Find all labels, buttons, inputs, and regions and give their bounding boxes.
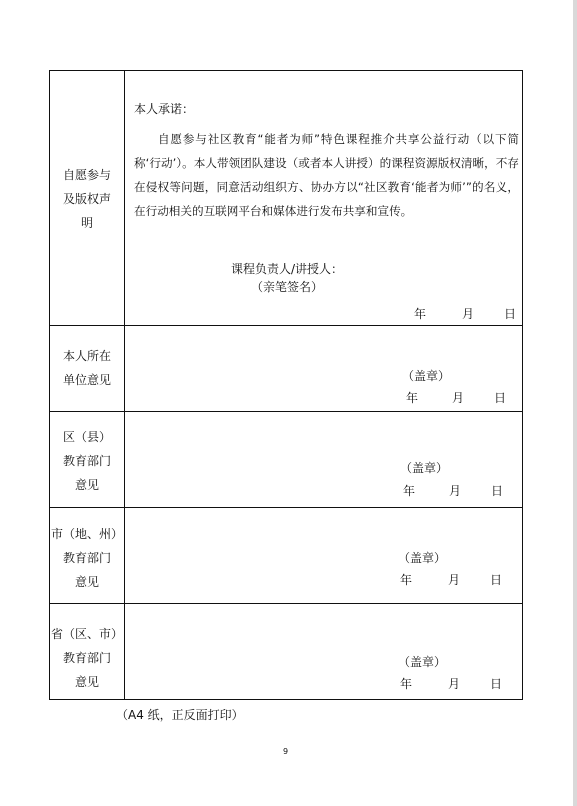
label-line: 教育部门 xyxy=(62,454,111,468)
month-label: 月 xyxy=(462,307,475,321)
year-label: 年 xyxy=(400,573,413,587)
label-line: 意见 xyxy=(74,675,99,689)
label-line: 区（县） xyxy=(62,430,111,444)
day-label: 日 xyxy=(490,573,503,587)
day-label: 日 xyxy=(491,484,504,498)
row-divider xyxy=(50,411,522,412)
row-divider xyxy=(50,603,522,604)
label-line: 市（地、州） xyxy=(50,527,123,541)
year-label: 年 xyxy=(403,484,416,498)
pledge-body: 自愿参与社区教育“能者为师”特色课程推介共享公益行动（以下简称‘行动’）。本人带领团队建设（或者本人讲授）的课程资源版权清晰，不存在侵权等问题，同意活动组织方、协办方以“社区教育‘能者为师’”的名义，在行动相关的互联网平台和媒体进行发布共享和宣传。 xyxy=(134,132,519,218)
year-label: 年 xyxy=(406,391,419,405)
city-opinion-label xyxy=(50,522,124,594)
seal-label: （盖章） xyxy=(398,655,447,669)
label-line: 自愿参与 xyxy=(62,168,111,182)
pledge-row-label xyxy=(50,163,124,235)
day-label: 日 xyxy=(490,677,503,691)
column-divider xyxy=(124,71,125,699)
label-line: 明 xyxy=(80,216,93,230)
page-number: 9 xyxy=(283,747,289,756)
signature-note: （亲笔签名） xyxy=(250,280,323,294)
month-label: 月 xyxy=(448,677,461,691)
label-line: 意见 xyxy=(74,478,99,492)
pledge-date-field xyxy=(414,305,516,322)
seal-label: （盖章） xyxy=(402,369,451,383)
month-label: 月 xyxy=(448,573,461,587)
seal-label: （盖章） xyxy=(400,461,449,475)
date-field xyxy=(406,389,506,406)
page-edge xyxy=(573,0,577,806)
row-divider xyxy=(50,507,522,508)
label-line: 本人所在 xyxy=(62,349,111,363)
date-field xyxy=(403,482,503,499)
label-line: 省（区、市） xyxy=(50,627,123,641)
province-opinion-label xyxy=(50,622,124,694)
label-line: 教育部门 xyxy=(62,651,111,665)
pledge-title: 本人承诺： xyxy=(134,102,195,116)
label-line: 意见 xyxy=(74,575,99,589)
month-label: 月 xyxy=(452,391,465,405)
day-label: 日 xyxy=(494,391,507,405)
day-label: 日 xyxy=(504,307,517,321)
unit-opinion-label xyxy=(50,344,124,392)
seal-label: （盖章） xyxy=(398,551,447,565)
label-line: 及版权声 xyxy=(62,192,111,206)
pledge-content xyxy=(134,99,519,223)
row-divider xyxy=(50,325,522,326)
label-line: 教育部门 xyxy=(62,551,111,565)
year-label: 年 xyxy=(400,677,413,691)
district-opinion-label xyxy=(50,425,124,497)
label-line: 单位意见 xyxy=(62,373,111,387)
signer-label: 课程负责人/讲授人： xyxy=(230,262,344,276)
date-field xyxy=(400,571,502,588)
month-label: 月 xyxy=(449,484,462,498)
form-table xyxy=(49,70,523,700)
date-field xyxy=(400,675,502,692)
year-label: 年 xyxy=(414,307,427,321)
print-note: （A4 纸，正反面打印） xyxy=(116,708,244,722)
